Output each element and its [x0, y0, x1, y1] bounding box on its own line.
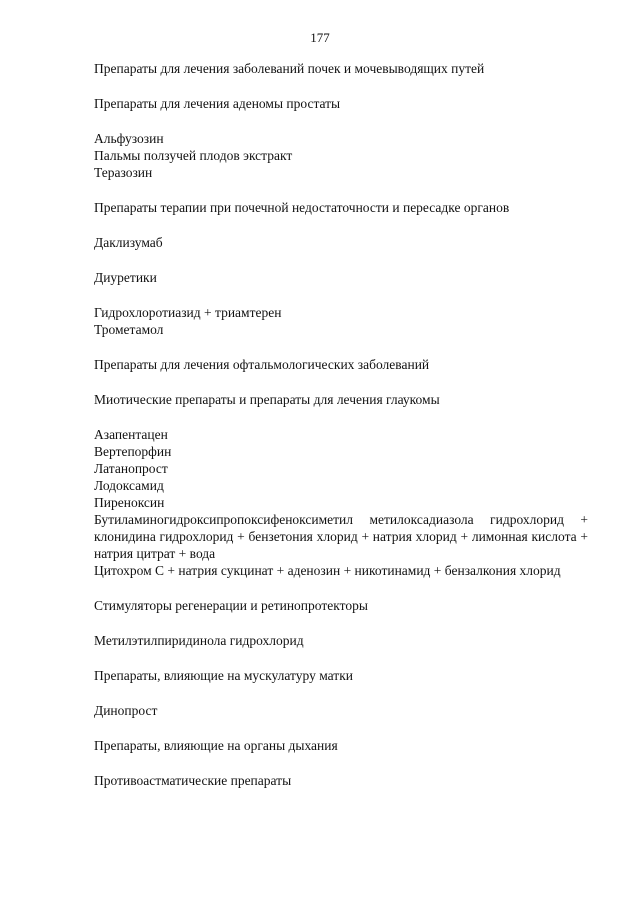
paragraph-gap: [94, 754, 588, 772]
paragraph-gap: [94, 649, 588, 667]
paragraph-gap: [94, 77, 588, 95]
paragraph-gap: [94, 373, 588, 391]
drug-name: Теразозин: [94, 165, 153, 180]
paragraph-gap: [94, 614, 588, 632]
page-number: 177: [310, 30, 330, 45]
drug-name: Пальмы ползучей плодов экстракт: [94, 148, 293, 163]
paragraph-gap: [94, 579, 588, 597]
subsection-heading: Миотические препараты и препараты для лечения глаукомы: [94, 392, 440, 407]
subsection-heading: Препараты для лечения аденомы простаты: [94, 96, 341, 111]
paragraph-gap: [94, 251, 588, 269]
drug-name: Даклизумаб: [94, 235, 163, 250]
paragraph-gap: [94, 338, 588, 356]
drug-name: Латанопрост: [94, 461, 168, 476]
subsection-heading: Препараты терапии при почечной недостаточности и пересадке органов: [94, 200, 510, 215]
subsection-heading: Диуретики: [94, 270, 157, 285]
drug-combination: Бутиламиногидроксипропоксифеноксиметил метилоксадиазола гидрохлорид + клонидина гидрохлорид + бензетония хлорид + натрия хлорид + лимонная кислота + натрия цитрат + вода: [94, 512, 588, 561]
subsection-heading: Противоастматические препараты: [94, 773, 292, 788]
section-heading: Препараты, влияющие на мускулатуру матки: [94, 668, 353, 683]
drug-name: Динопрост: [94, 703, 158, 718]
section-heading: Препараты для лечения офтальмологических заболеваний: [94, 357, 430, 372]
drug-combination: Цитохром C + натрия сукцинат + аденозин + никотинамид + бензалкония хлорид: [94, 563, 561, 578]
drug-name: Гидрохлоротиазид + триамтерен: [94, 305, 282, 320]
drug-name: Метилэтилпиридинола гидрохлорид: [94, 633, 304, 648]
section-heading: Препараты, влияющие на органы дыхания: [94, 738, 338, 753]
drug-name: Азапентацен: [94, 427, 168, 442]
paragraph-gap: [94, 408, 588, 426]
paragraph-gap: [94, 112, 588, 130]
drug-name: Трометамол: [94, 322, 164, 337]
paragraph-gap: [94, 181, 588, 199]
paragraph-gap: [94, 216, 588, 234]
drug-name: Лодоксамид: [94, 478, 164, 493]
drug-name: Вертепорфин: [94, 444, 172, 459]
drug-name: Альфузозин: [94, 131, 164, 146]
drug-name: Пиреноксин: [94, 495, 165, 510]
paragraph-gap: [94, 286, 588, 304]
subsection-heading: Стимуляторы регенерации и ретинопротекторы: [94, 598, 368, 613]
paragraph-gap: [94, 719, 588, 737]
paragraph-gap: [94, 684, 588, 702]
document-body: [94, 60, 588, 789]
section-heading: Препараты для лечения заболеваний почек и мочевыводящих путей: [94, 61, 485, 76]
